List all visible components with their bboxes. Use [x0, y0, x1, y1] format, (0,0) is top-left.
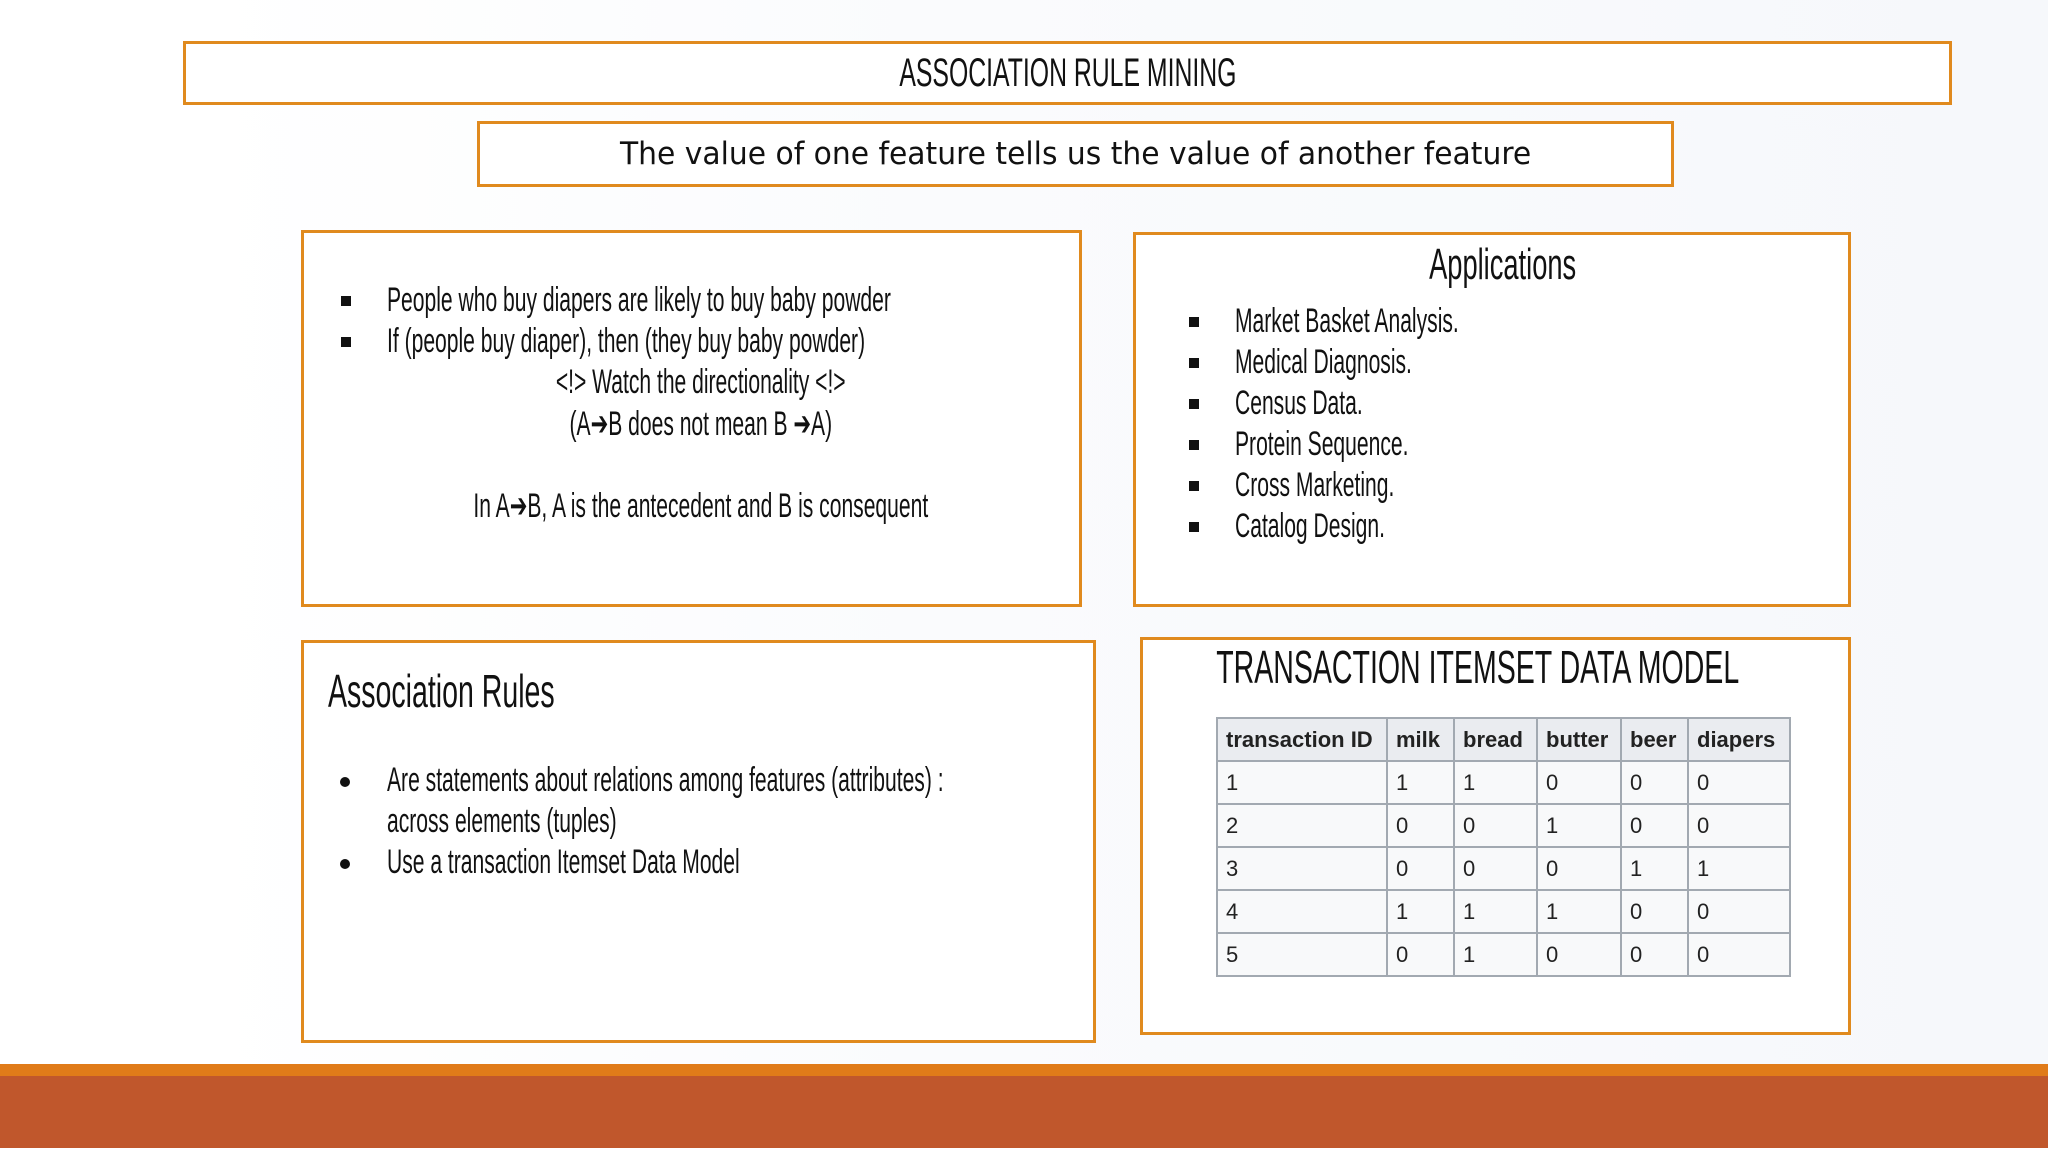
- data-model-heading: TRANSACTION ITEMSET DATA MODEL: [1216, 641, 1740, 693]
- table-row: [1217, 933, 1790, 976]
- antecedent-note: In A➔B, A is the antecedent and B is consequent: [473, 487, 929, 525]
- application-item: Protein Sequence.: [1235, 425, 1409, 463]
- itemset-table: [1216, 717, 1791, 977]
- bullet-marker: [341, 296, 351, 306]
- table-cell: 0: [1688, 761, 1790, 804]
- column-header: bread: [1454, 718, 1537, 761]
- bullet-marker: [1189, 358, 1199, 368]
- bullet-marker: [1189, 481, 1199, 491]
- direction-row: [301, 404, 1101, 448]
- bullet-marker: [1189, 522, 1199, 532]
- table-cell: 1: [1454, 933, 1537, 976]
- table-cell: 0: [1387, 804, 1454, 847]
- table-cell: 0: [1621, 890, 1688, 933]
- table-cell: 0: [1688, 890, 1790, 933]
- footer-bar: [0, 1076, 2048, 1148]
- table-cell: 0: [1537, 933, 1621, 976]
- table-cell: 0: [1454, 847, 1537, 890]
- title-box: [183, 41, 1952, 105]
- column-header: milk: [1387, 718, 1454, 761]
- table-cell: 5: [1217, 933, 1387, 976]
- column-header: transaction ID: [1217, 718, 1387, 761]
- subtitle-box: [477, 121, 1674, 187]
- table-cell: 2: [1217, 804, 1387, 847]
- rule-bullet-1: People who buy diapers are likely to buy baby powder: [387, 281, 891, 319]
- table-cell: 0: [1387, 933, 1454, 976]
- bullet-marker: [1189, 440, 1199, 450]
- table-cell: 0: [1387, 847, 1454, 890]
- direction-note: (A➔B does not mean B ➔A): [569, 405, 833, 443]
- table-row: [1217, 847, 1790, 890]
- rules-bullet-2: Use a transaction Itemset Data Model: [387, 843, 740, 881]
- table-cell: 4: [1217, 890, 1387, 933]
- bullet-marker: [340, 859, 350, 869]
- table-row: [1217, 761, 1790, 804]
- table-cell: 0: [1454, 804, 1537, 847]
- table-cell: 0: [1537, 761, 1621, 804]
- association-rules-heading: Association Rules: [328, 665, 555, 717]
- table-cell: 0: [1688, 933, 1790, 976]
- table-cell: 0: [1621, 761, 1688, 804]
- data-model-heading-row: [1140, 640, 1816, 696]
- table-cell: 1: [1688, 847, 1790, 890]
- table-cell: 1: [1454, 761, 1537, 804]
- directionality-warning: <!> Watch the directionality <!>: [556, 363, 846, 401]
- warning-row: [301, 363, 1101, 407]
- column-header: diapers: [1688, 718, 1790, 761]
- table-cell: 1: [1537, 804, 1621, 847]
- antecedent-row: [301, 486, 1101, 530]
- table-cell: 3: [1217, 847, 1387, 890]
- table-cell: 1: [1387, 761, 1454, 804]
- column-header: beer: [1621, 718, 1688, 761]
- table-cell: 0: [1621, 804, 1688, 847]
- bullet-marker: [1189, 317, 1199, 327]
- rule-bullet-2: If (people buy diaper), then (they buy baby powder): [387, 322, 866, 360]
- table-cell: 1: [1454, 890, 1537, 933]
- table-cell: 1: [1621, 847, 1688, 890]
- slide-title: ASSOCIATION RULE MINING: [898, 50, 1237, 95]
- table-header-row: [1217, 718, 1790, 761]
- footer-stripe: [0, 1064, 2048, 1076]
- table-cell: 0: [1537, 847, 1621, 890]
- application-item: Medical Diagnosis.: [1235, 343, 1412, 381]
- table-row: [1217, 804, 1790, 847]
- column-header: butter: [1537, 718, 1621, 761]
- table-cell: 1: [1217, 761, 1387, 804]
- table-row: [1217, 890, 1790, 933]
- application-item: Catalog Design.: [1235, 507, 1385, 545]
- rules-bullet-1-continued: across elements (tuples): [387, 802, 617, 840]
- bullet-marker: [341, 337, 351, 347]
- bullet-marker: [340, 777, 350, 787]
- applications-heading: Applications: [1429, 240, 1577, 289]
- application-item: Census Data.: [1235, 384, 1363, 422]
- rules-bullet-1: Are statements about relations among features (attributes) :: [387, 761, 944, 799]
- bullet-marker: [1189, 399, 1199, 409]
- applications-heading-row: [1133, 240, 1873, 296]
- table-cell: 1: [1537, 890, 1621, 933]
- table-cell: 0: [1621, 933, 1688, 976]
- slide-subtitle: The value of one feature tells us the value of another feature: [619, 136, 1532, 172]
- table-cell: 1: [1387, 890, 1454, 933]
- application-item: Cross Marketing.: [1235, 466, 1395, 504]
- table-cell: 0: [1688, 804, 1790, 847]
- application-item: Market Basket Analysis.: [1235, 302, 1459, 340]
